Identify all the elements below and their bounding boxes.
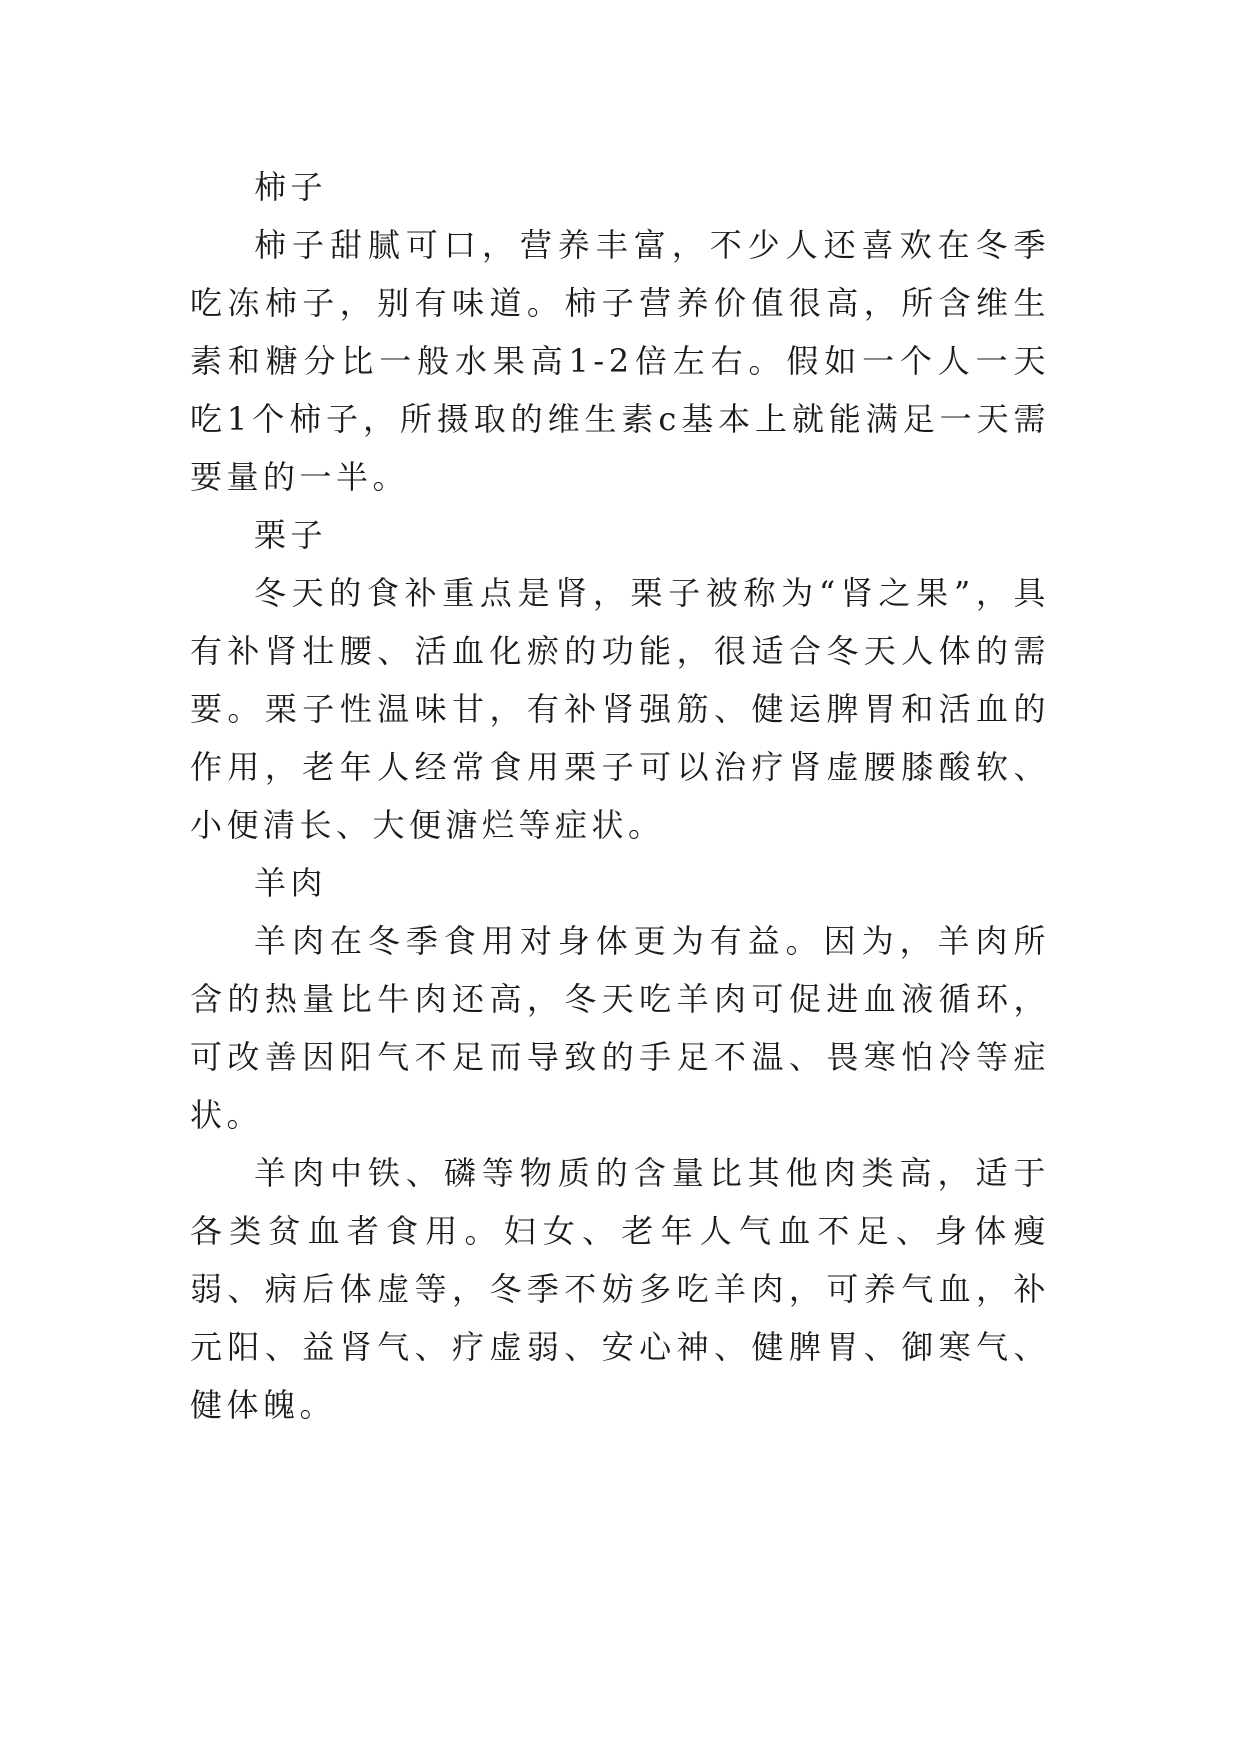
section-heading-chestnut: 栗子 bbox=[254, 516, 328, 554]
paragraph-mutton-1: 羊肉在冬季食用对身体更为有益。因为，羊肉所含的热量比牛肉还高，冬天吃羊肉可促进血液循环，可改善因阳气不足而导致的手足不温、畏寒怕冷等症状。 bbox=[190, 922, 1050, 1134]
section-heading-mutton: 羊肉 bbox=[254, 864, 328, 902]
paragraph-persimmon: 柿子甜腻可口，营养丰富，不少人还喜欢在冬季吃冻柿子，别有味道。柿子营养价值很高，所含维生素和糖分比一般水果高1-2倍左右。假如一个人一天吃1个柿子，所摄取的维生素c基本上就能满足一天需要量的一半。 bbox=[190, 226, 1050, 496]
document-body bbox=[190, 158, 1050, 1434]
section-heading-persimmon: 柿子 bbox=[254, 168, 328, 206]
paragraph-chestnut: 冬天的食补重点是肾，栗子被称为“肾之果”，具有补肾壮腰、活血化瘀的功能，很适合冬天人体的需要。栗子性温味甘，有补肾强筋、健运脾胃和活血的作用，老年人经常食用栗子可以治疗肾虚腰膝酸软、小便清长、大便溏烂等症状。 bbox=[190, 574, 1050, 844]
paragraph-mutton-2: 羊肉中铁、磷等物质的含量比其他肉类高，适于各类贫血者食用。妇女、老年人气血不足、身体瘦弱、病后体虚等，冬季不妨多吃羊肉，可养气血，补元阳、益肾气、疗虚弱、安心神、健脾胃、御寒气、健体魄。 bbox=[190, 1154, 1050, 1424]
